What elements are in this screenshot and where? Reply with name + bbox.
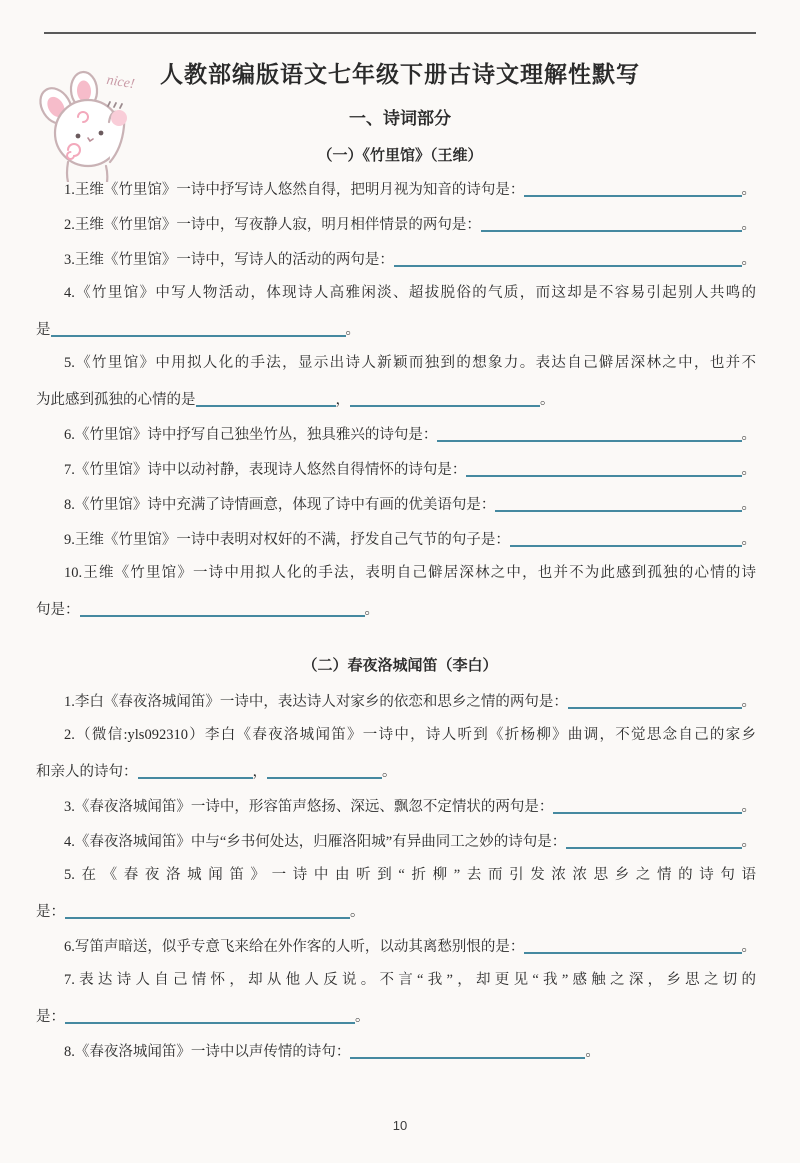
top-rule xyxy=(44,32,756,34)
answer-blank-line xyxy=(196,389,336,407)
answer-blank-line xyxy=(138,761,253,779)
question-line xyxy=(36,998,756,1033)
question-line xyxy=(36,206,756,241)
section-heading-1: （一）《竹里馆》（王维） xyxy=(317,147,483,164)
answer-blank-line xyxy=(350,1041,585,1059)
question-text: 2.（微信:yls092310）李白《春夜洛城闻笛》一诗中，诗人听到《折杨柳》曲调，不觉思念自己的家乡 xyxy=(64,726,756,743)
question-text: 是： xyxy=(36,1008,65,1025)
question-text: 。 xyxy=(741,531,756,548)
question-line xyxy=(36,276,756,311)
question-text: 2.王维《竹里馆》一诗中，写夜静人寂，明月相伴情景的两句是： xyxy=(64,216,481,233)
answer-blank-line xyxy=(267,761,382,779)
question-text: 10.王维《竹里馆》一诗中用拟人化的手法，表明自己僻居深林之中，也并不为此感到孤独的心情的诗 xyxy=(64,564,756,581)
question-text: 。 xyxy=(741,693,756,710)
question-text: 为此感到孤独的心情的是 xyxy=(36,391,196,408)
answer-blank-line xyxy=(524,179,741,197)
question-text: 6.写笛声暗送，似乎专意飞来给在外作客的人听，以动其离愁别恨的是： xyxy=(64,938,525,955)
answer-blank-line xyxy=(466,459,741,477)
question-line xyxy=(36,556,756,591)
question-line xyxy=(36,718,756,753)
question-line xyxy=(36,416,756,451)
answer-blank-line xyxy=(65,1006,355,1024)
page-title: 人教部编版语文七年级下册古诗文理解性默写 xyxy=(160,62,640,87)
question-text: 和亲人的诗句： xyxy=(36,763,138,780)
question-text: 7.《竹里馆》诗中以动衬静，表现诗人悠然自得情怀的诗句是： xyxy=(64,461,467,478)
question-text: 。 xyxy=(741,938,756,955)
part-heading: 一、诗词部分 xyxy=(349,109,451,129)
question-line xyxy=(36,893,756,928)
question-text: ， xyxy=(252,763,267,780)
question-text: 。 xyxy=(741,496,756,513)
question-text: 句是： xyxy=(36,601,80,618)
question-line xyxy=(36,753,756,788)
section-heading-2: （二）春夜洛城闻笛（李白） xyxy=(302,657,498,674)
answer-blank-line xyxy=(65,901,350,919)
question-text: 5.《竹里馆》中用拟人化的手法，显示出诗人新颖而独到的想象力。表达自己僻居深林之中，也并不 xyxy=(64,354,756,371)
answer-blank-line xyxy=(568,691,742,709)
question-line xyxy=(36,381,756,416)
question-line xyxy=(36,963,756,998)
question-line xyxy=(36,451,756,486)
question-text: 。 xyxy=(741,181,756,198)
page-number: 10 xyxy=(392,1118,408,1133)
question-text: 。 xyxy=(741,833,756,850)
section-1-questions xyxy=(0,171,800,626)
question-line xyxy=(36,591,756,626)
question-text: 9.王维《竹里馆》一诗中表明对权奸的不满，抒发自己气节的句子是： xyxy=(64,531,510,548)
question-line xyxy=(36,823,756,858)
question-line xyxy=(36,521,756,556)
question-text: 。 xyxy=(355,1008,370,1025)
question-text: 。 xyxy=(741,426,756,443)
question-text: 是： xyxy=(36,903,65,920)
question-text: 7.表达诗人自己情怀，却从他人反说。不言“我”，却更见“我”感触之深，乡思之切的 xyxy=(64,971,756,988)
question-text: 6.《竹里馆》诗中抒写自己独坐竹丛，独具雅兴的诗句是： xyxy=(64,426,438,443)
answer-blank-line xyxy=(394,249,742,267)
question-line xyxy=(36,928,756,963)
question-text: 。 xyxy=(741,798,756,815)
question-text: ， xyxy=(335,391,350,408)
question-line xyxy=(36,241,756,276)
question-text: 8.《春夜洛城闻笛》一诗中以声传情的诗句： xyxy=(64,1043,351,1060)
section-2-questions xyxy=(0,683,800,1068)
nice-label: nice! xyxy=(105,72,136,93)
question-text: 是 xyxy=(36,321,51,338)
question-text: 5.在《春夜洛城闻笛》一诗中由听到“折柳”去而引发浓浓思乡之情的诗句语 xyxy=(64,866,756,883)
answer-blank-line xyxy=(80,599,365,617)
question-text: 。 xyxy=(741,461,756,478)
question-line xyxy=(36,311,756,346)
answer-blank-line xyxy=(510,529,742,547)
question-text: 。 xyxy=(585,1043,600,1060)
answer-blank-line xyxy=(481,214,742,232)
question-text: 。 xyxy=(741,251,756,268)
question-text: 4.《春夜洛城闻笛》中与“乡书何处达，归雁洛阳城”有异曲同工之妙的诗句是： xyxy=(64,833,567,850)
answer-blank-line xyxy=(524,936,741,954)
answer-blank-line xyxy=(495,494,741,512)
rabbit-paw xyxy=(111,110,127,126)
question-text: 1.王维《竹里馆》一诗中抒写诗人悠然自得，把明月视为知音的诗句是： xyxy=(64,181,525,198)
answer-blank-line xyxy=(51,319,346,337)
question-line xyxy=(36,1033,756,1068)
question-text: 。 xyxy=(345,321,360,338)
question-text: 4.《竹里馆》中写人物活动，体现诗人高雅闲淡、超拔脱俗的气质，而这却是不容易引起别人共鸣的 xyxy=(64,284,756,301)
question-text: 。 xyxy=(364,601,379,618)
question-line xyxy=(36,788,756,823)
question-line xyxy=(36,858,756,893)
question-text: 。 xyxy=(382,763,397,780)
question-text: 。 xyxy=(350,903,365,920)
answer-blank-line xyxy=(553,796,741,814)
question-text: 3.《春夜洛城闻笛》一诗中，形容笛声悠扬、深远、飘忽不定情状的两句是： xyxy=(64,798,554,815)
question-text: 8.《竹里馆》诗中充满了诗情画意，体现了诗中有画的优美语句是： xyxy=(64,496,496,513)
answer-blank-line xyxy=(350,389,540,407)
answer-blank-line xyxy=(437,424,741,442)
question-text: 。 xyxy=(741,216,756,233)
question-text: 。 xyxy=(540,391,555,408)
question-line xyxy=(36,486,756,521)
question-text: 1.李白《春夜洛城闻笛》一诗中，表达诗人对家乡的依恋和思乡之情的两句是： xyxy=(64,693,568,710)
question-line xyxy=(36,346,756,381)
answer-blank-line xyxy=(566,831,741,849)
question-line xyxy=(36,683,756,718)
rabbit-illustration xyxy=(26,70,156,182)
question-text: 3.王维《竹里馆》一诗中，写诗人的活动的两句是： xyxy=(64,251,394,268)
